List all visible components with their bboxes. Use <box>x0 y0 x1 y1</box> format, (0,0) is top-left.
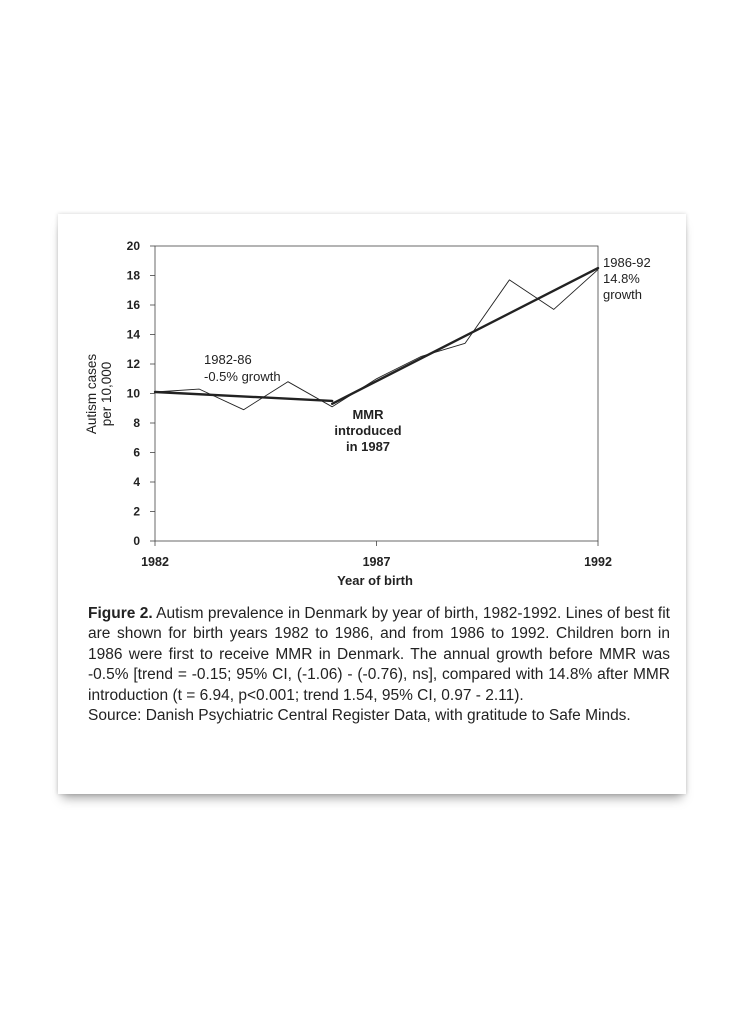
y-tick-label: 8 <box>133 416 140 430</box>
y-tick-label: 18 <box>126 268 140 283</box>
y-tick-label: 16 <box>126 298 140 312</box>
x-axis-label: Year of birth <box>337 573 413 588</box>
plot-frame <box>155 246 598 541</box>
series-line-fit-1 <box>155 392 332 401</box>
annotation-post-line1: 1986-92 <box>603 255 651 270</box>
annotation-mmr-line3: in 1987 <box>345 439 391 454</box>
x-tick-label: 1982 <box>141 555 169 569</box>
caption-label: Figure 2. <box>88 605 153 622</box>
x-tick-label: 1992 <box>584 555 612 569</box>
annotation-pre-line2: -0.5% growth <box>204 369 281 384</box>
y-tick-label: 14 <box>126 327 140 342</box>
chart <box>58 214 686 604</box>
y-tick-label: 12 <box>126 357 140 371</box>
y-tick-label: 6 <box>133 445 140 460</box>
annotation-mmr-line2: introduced <box>334 423 402 438</box>
chart-axes <box>127 239 612 569</box>
annotation-pre-line1: 1982-86 <box>204 352 252 367</box>
y-tick-label: 0 <box>133 534 140 548</box>
annotation-mmr-line1: MMR <box>352 407 384 422</box>
caption-text: Autism prevalence in Denmark by year of birth, 1982-1992. Lines of best fit are shown for birth years 1982 to 1986, and from 1986 to 1992. Children born in 1986 were first to receive MMR in Denmark. The annual growth before MMR was -0.5% [trend = -0.15; 95% CI, (-1.06) - (-0.76), ns], compared with 14.8% after MMR introduction (t = 6.94, p<0.001; trend 1.54, 95% CI, 0.97 - 2.11). <box>88 605 670 704</box>
series-line-observed <box>155 270 598 410</box>
y-axis-label-line1: Autism cases <box>84 353 99 435</box>
y-tick-label: 4 <box>133 475 140 489</box>
chart-marks <box>155 268 598 410</box>
y-tick-label: 2 <box>133 504 140 519</box>
y-tick-label: 10 <box>126 386 140 401</box>
figure-card <box>58 214 686 794</box>
annotation-post-line2: 14.8% <box>603 271 640 286</box>
caption-source: Source: Danish Psychiatric Central Register Data, with gratitude to Safe Minds. <box>88 707 631 725</box>
series-line-fit-2 <box>332 268 598 404</box>
annotation-post-line3: growth <box>603 287 643 302</box>
y-tick-label: 20 <box>126 239 140 253</box>
figure-caption <box>88 604 670 726</box>
y-axis-label-line2: per 10,000 <box>99 361 114 427</box>
x-tick-label: 1987 <box>362 555 391 569</box>
